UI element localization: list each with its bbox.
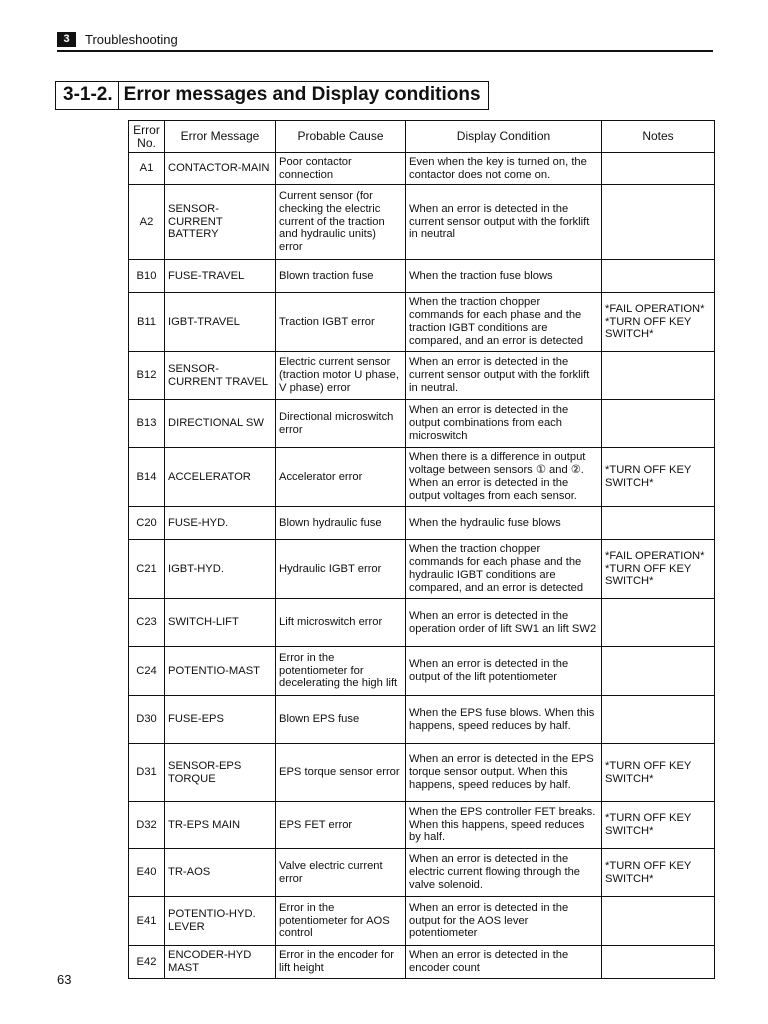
error-message-cell: IGBT-HYD. — [165, 540, 276, 599]
notes-cell: *TURN OFF KEY SWITCH* — [602, 802, 715, 849]
notes-cell: *FAIL OPERATION* *TURN OFF KEY SWITCH* — [602, 293, 715, 352]
error-message-cell: ENCODER-HYD MAST — [165, 946, 276, 979]
notes-cell: *TURN OFF KEY SWITCH* — [602, 744, 715, 802]
probable-cause-cell: Blown EPS fuse — [276, 696, 406, 744]
column-header-error-no: Error No. — [129, 121, 165, 153]
error-code-cell: D32 — [129, 802, 165, 849]
error-code-cell: A2 — [129, 185, 165, 260]
table-row — [129, 153, 715, 185]
table-row — [129, 400, 715, 448]
error-code-cell: E42 — [129, 946, 165, 979]
error-code-cell: C23 — [129, 599, 165, 647]
error-code-cell: B10 — [129, 260, 165, 293]
table-row — [129, 507, 715, 540]
table-row — [129, 897, 715, 946]
error-message-cell: FUSE-EPS — [165, 696, 276, 744]
display-condition-cell: When an error is detected in the output for the AOS lever potentiometer — [406, 897, 602, 946]
chapter-number-badge: 3 — [57, 32, 76, 47]
probable-cause-cell: Electric current sensor (traction motor U phase, V phase) error — [276, 352, 406, 400]
probable-cause-cell: Current sensor (for checking the electric current of the traction and hydraulic units) error — [276, 185, 406, 260]
error-message-cell: IGBT-TRAVEL — [165, 293, 276, 352]
notes-cell — [602, 400, 715, 448]
notes-cell — [602, 260, 715, 293]
display-condition-cell: When the traction chopper commands for each phase and the traction IGBT conditions are compared, and an error is detected — [406, 293, 602, 352]
notes-cell — [602, 897, 715, 946]
section-heading — [55, 81, 489, 110]
error-message-cell: SENSOR-CURRENT TRAVEL — [165, 352, 276, 400]
probable-cause-cell: Error in the potentiometer for AOS control — [276, 897, 406, 946]
notes-cell — [602, 647, 715, 696]
notes-cell — [602, 185, 715, 260]
error-code-cell: C24 — [129, 647, 165, 696]
section-number: 3-1-2. — [56, 82, 119, 109]
notes-cell — [602, 507, 715, 540]
table-row — [129, 185, 715, 260]
probable-cause-cell: Lift microswitch error — [276, 599, 406, 647]
display-condition-cell: When an error is detected in the electric current flowing through the valve solenoid. — [406, 849, 602, 897]
column-header-display-condition: Display Condition — [406, 121, 602, 153]
probable-cause-cell: Error in the potentiometer for decelerating the high lift — [276, 647, 406, 696]
page-number: 63 — [57, 972, 72, 987]
notes-cell — [602, 153, 715, 185]
error-code-cell: E40 — [129, 849, 165, 897]
probable-cause-cell: EPS FET error — [276, 802, 406, 849]
table-row — [129, 647, 715, 696]
display-condition-cell: When an error is detected in the EPS torque sensor output. When this happens, speed reduces by half. — [406, 744, 602, 802]
display-condition-cell: When the traction fuse blows — [406, 260, 602, 293]
error-code-cell: E41 — [129, 897, 165, 946]
display-condition-cell: When the traction chopper commands for each phase and the hydraulic IGBT conditions are compared, and an error is detected — [406, 540, 602, 599]
error-message-cell: POTENTIO-HYD. LEVER — [165, 897, 276, 946]
error-code-cell: B13 — [129, 400, 165, 448]
error-message-cell: FUSE-HYD. — [165, 507, 276, 540]
error-message-cell: SENSOR-CURRENT BATTERY — [165, 185, 276, 260]
probable-cause-cell: Hydraulic IGBT error — [276, 540, 406, 599]
error-code-cell: B11 — [129, 293, 165, 352]
display-condition-cell: When the hydraulic fuse blows — [406, 507, 602, 540]
probable-cause-cell: EPS torque sensor error — [276, 744, 406, 802]
display-condition-cell: When an error is detected in the operation order of lift SW1 an lift SW2 — [406, 599, 602, 647]
probable-cause-cell: Poor contactor connection — [276, 153, 406, 185]
probable-cause-cell: Error in the encoder for lift height — [276, 946, 406, 979]
display-condition-cell: When an error is detected in the encoder count — [406, 946, 602, 979]
table-row — [129, 293, 715, 352]
table-row — [129, 260, 715, 293]
notes-cell — [602, 352, 715, 400]
display-condition-cell: When an error is detected in the current sensor output with the forklift in neutral. — [406, 352, 602, 400]
error-message-cell: ACCELERATOR — [165, 448, 276, 507]
section-title: Error messages and Display conditions — [123, 84, 481, 105]
error-message-cell: TR-EPS MAIN — [165, 802, 276, 849]
probable-cause-cell: Blown traction fuse — [276, 260, 406, 293]
error-message-cell: CONTACTOR-MAIN — [165, 153, 276, 185]
notes-cell — [602, 599, 715, 647]
display-condition-cell: When the EPS fuse blows. When this happens, speed reduces by half. — [406, 696, 602, 744]
error-code-cell: D30 — [129, 696, 165, 744]
error-code-cell: B12 — [129, 352, 165, 400]
table-row — [129, 448, 715, 507]
probable-cause-cell: Accelerator error — [276, 448, 406, 507]
table-row — [129, 849, 715, 897]
notes-cell — [602, 946, 715, 979]
notes-cell: *FAIL OPERATION* *TURN OFF KEY SWITCH* — [602, 540, 715, 599]
probable-cause-cell: Valve electric current error — [276, 849, 406, 897]
chapter-title: Troubleshooting — [85, 32, 178, 47]
probable-cause-cell: Directional microswitch error — [276, 400, 406, 448]
error-table — [128, 120, 715, 979]
error-code-cell: C21 — [129, 540, 165, 599]
probable-cause-cell: Blown hydraulic fuse — [276, 507, 406, 540]
error-code-cell: B14 — [129, 448, 165, 507]
table-row — [129, 540, 715, 599]
column-header-error-message: Error Message — [165, 121, 276, 153]
table-row — [129, 696, 715, 744]
notes-cell: *TURN OFF KEY SWITCH* — [602, 849, 715, 897]
table-row — [129, 802, 715, 849]
error-message-cell: SWITCH-LIFT — [165, 599, 276, 647]
display-condition-cell: When there is a difference in output voltage between sensors ① and ②. When an error is detected in the output voltages from each sensor. — [406, 448, 602, 507]
display-condition-cell: Even when the key is turned on, the contactor does not come on. — [406, 153, 602, 185]
error-code-cell: A1 — [129, 153, 165, 185]
display-condition-cell: When an error is detected in the current sensor output with the forklift in neutral — [406, 185, 602, 260]
display-condition-cell: When the EPS controller FET breaks. When this happens, speed reduces by half. — [406, 802, 602, 849]
error-message-cell: SENSOR-EPS TORQUE — [165, 744, 276, 802]
error-message-cell: TR-AOS — [165, 849, 276, 897]
table-row — [129, 946, 715, 979]
probable-cause-cell: Traction IGBT error — [276, 293, 406, 352]
notes-cell: *TURN OFF KEY SWITCH* — [602, 448, 715, 507]
display-condition-cell: When an error is detected in the output of the lift potentiometer — [406, 647, 602, 696]
notes-cell — [602, 696, 715, 744]
table-row — [129, 352, 715, 400]
column-header-probable-cause: Probable Cause — [276, 121, 406, 153]
table-header-row — [129, 121, 715, 153]
error-code-cell: D31 — [129, 744, 165, 802]
error-code-cell: C20 — [129, 507, 165, 540]
error-message-cell: FUSE-TRAVEL — [165, 260, 276, 293]
display-condition-cell: When an error is detected in the output combinations from each microswitch — [406, 400, 602, 448]
page-header — [57, 30, 713, 52]
table-row — [129, 744, 715, 802]
error-message-cell: POTENTIO-MAST — [165, 647, 276, 696]
error-message-cell: DIRECTIONAL SW — [165, 400, 276, 448]
column-header-notes: Notes — [602, 121, 715, 153]
table-row — [129, 599, 715, 647]
